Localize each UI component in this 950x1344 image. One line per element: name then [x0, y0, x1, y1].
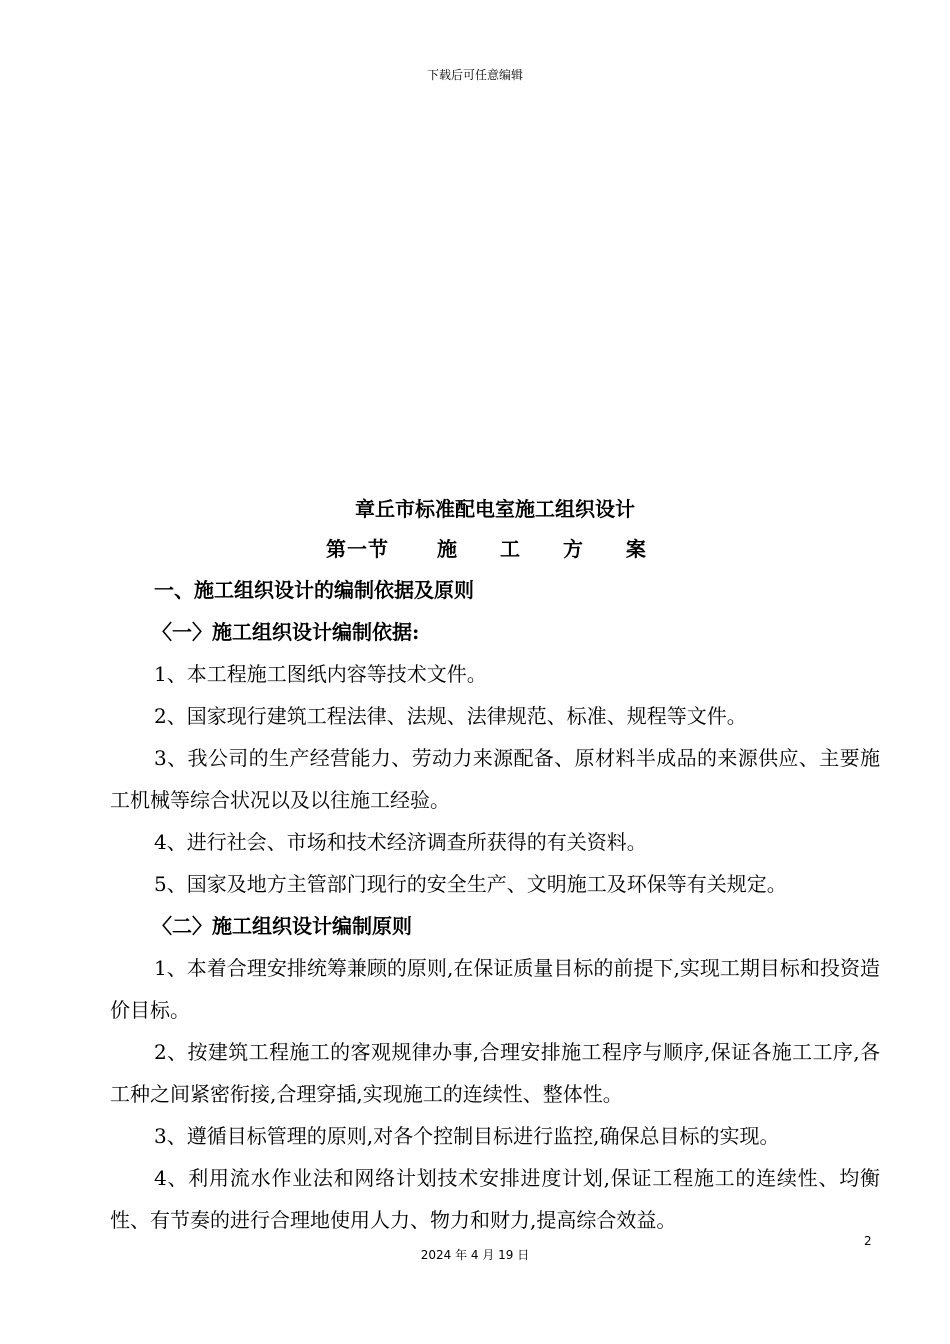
document-title: 章丘市标准配电室施工组织设计 [355, 497, 635, 521]
page-footer-date: 2024 年 4 月 19 日 [420, 1248, 530, 1262]
document-body [110, 489, 880, 1241]
basis-item-4: 4、进行社会、市场和技术经济调查所获得的有关资料。 [154, 830, 647, 854]
section-title [110, 529, 880, 569]
basis-item-1: 1、本工程施工图纸内容等技术文件。 [154, 662, 487, 686]
principle-item-4: 4、利用流水作业法和网络计划技术安排进度计划,保证工程施工的连续性、均衡性、有节奏的进行合理地使用人力、物力和财力,提高综合效益。 [110, 1166, 880, 1232]
principle-item-3: 3、遵循目标管理的原则,对各个控制目标进行监控,确保总目标的实现。 [154, 1124, 780, 1148]
basis-item-2: 2、国家现行建筑工程法律、法规、法律规范、标准、规程等文件。 [154, 704, 747, 728]
principle-item-1: 1、本着合理安排统筹兼顾的原则,在保证质量目标的前提下,实现工期目标和投资造价目标。 [110, 956, 880, 1022]
basis-item-5: 5、国家及地方主管部门现行的安全生产、文明施工及环保等有关规定。 [154, 872, 787, 896]
subheading-basis: 〈一〉施工组织设计编制依据: [152, 620, 420, 644]
heading-1: 一、施工组织设计的编制依据及原则 [154, 578, 474, 602]
subheading-principles: 〈二〉施工组织设计编制原则 [152, 914, 412, 938]
page-header: 下载后可任意编辑 [426, 68, 523, 82]
section-name: 施 工 方 案 [437, 537, 664, 561]
basis-item-3: 3、我公司的生产经营能力、劳动力来源配备、原材料半成品的来源供应、主要施工机械等综合状况以及以往施工经验。 [110, 746, 880, 812]
section-label: 第一节 [326, 537, 390, 561]
page-number: 2 [864, 1234, 872, 1248]
principle-item-2: 2、按建筑工程施工的客观规律办事,合理安排施工程序与顺序,保证各施工工序,各工种之间紧密衔接,合理穿插,实现施工的连续性、整体性。 [110, 1040, 880, 1106]
